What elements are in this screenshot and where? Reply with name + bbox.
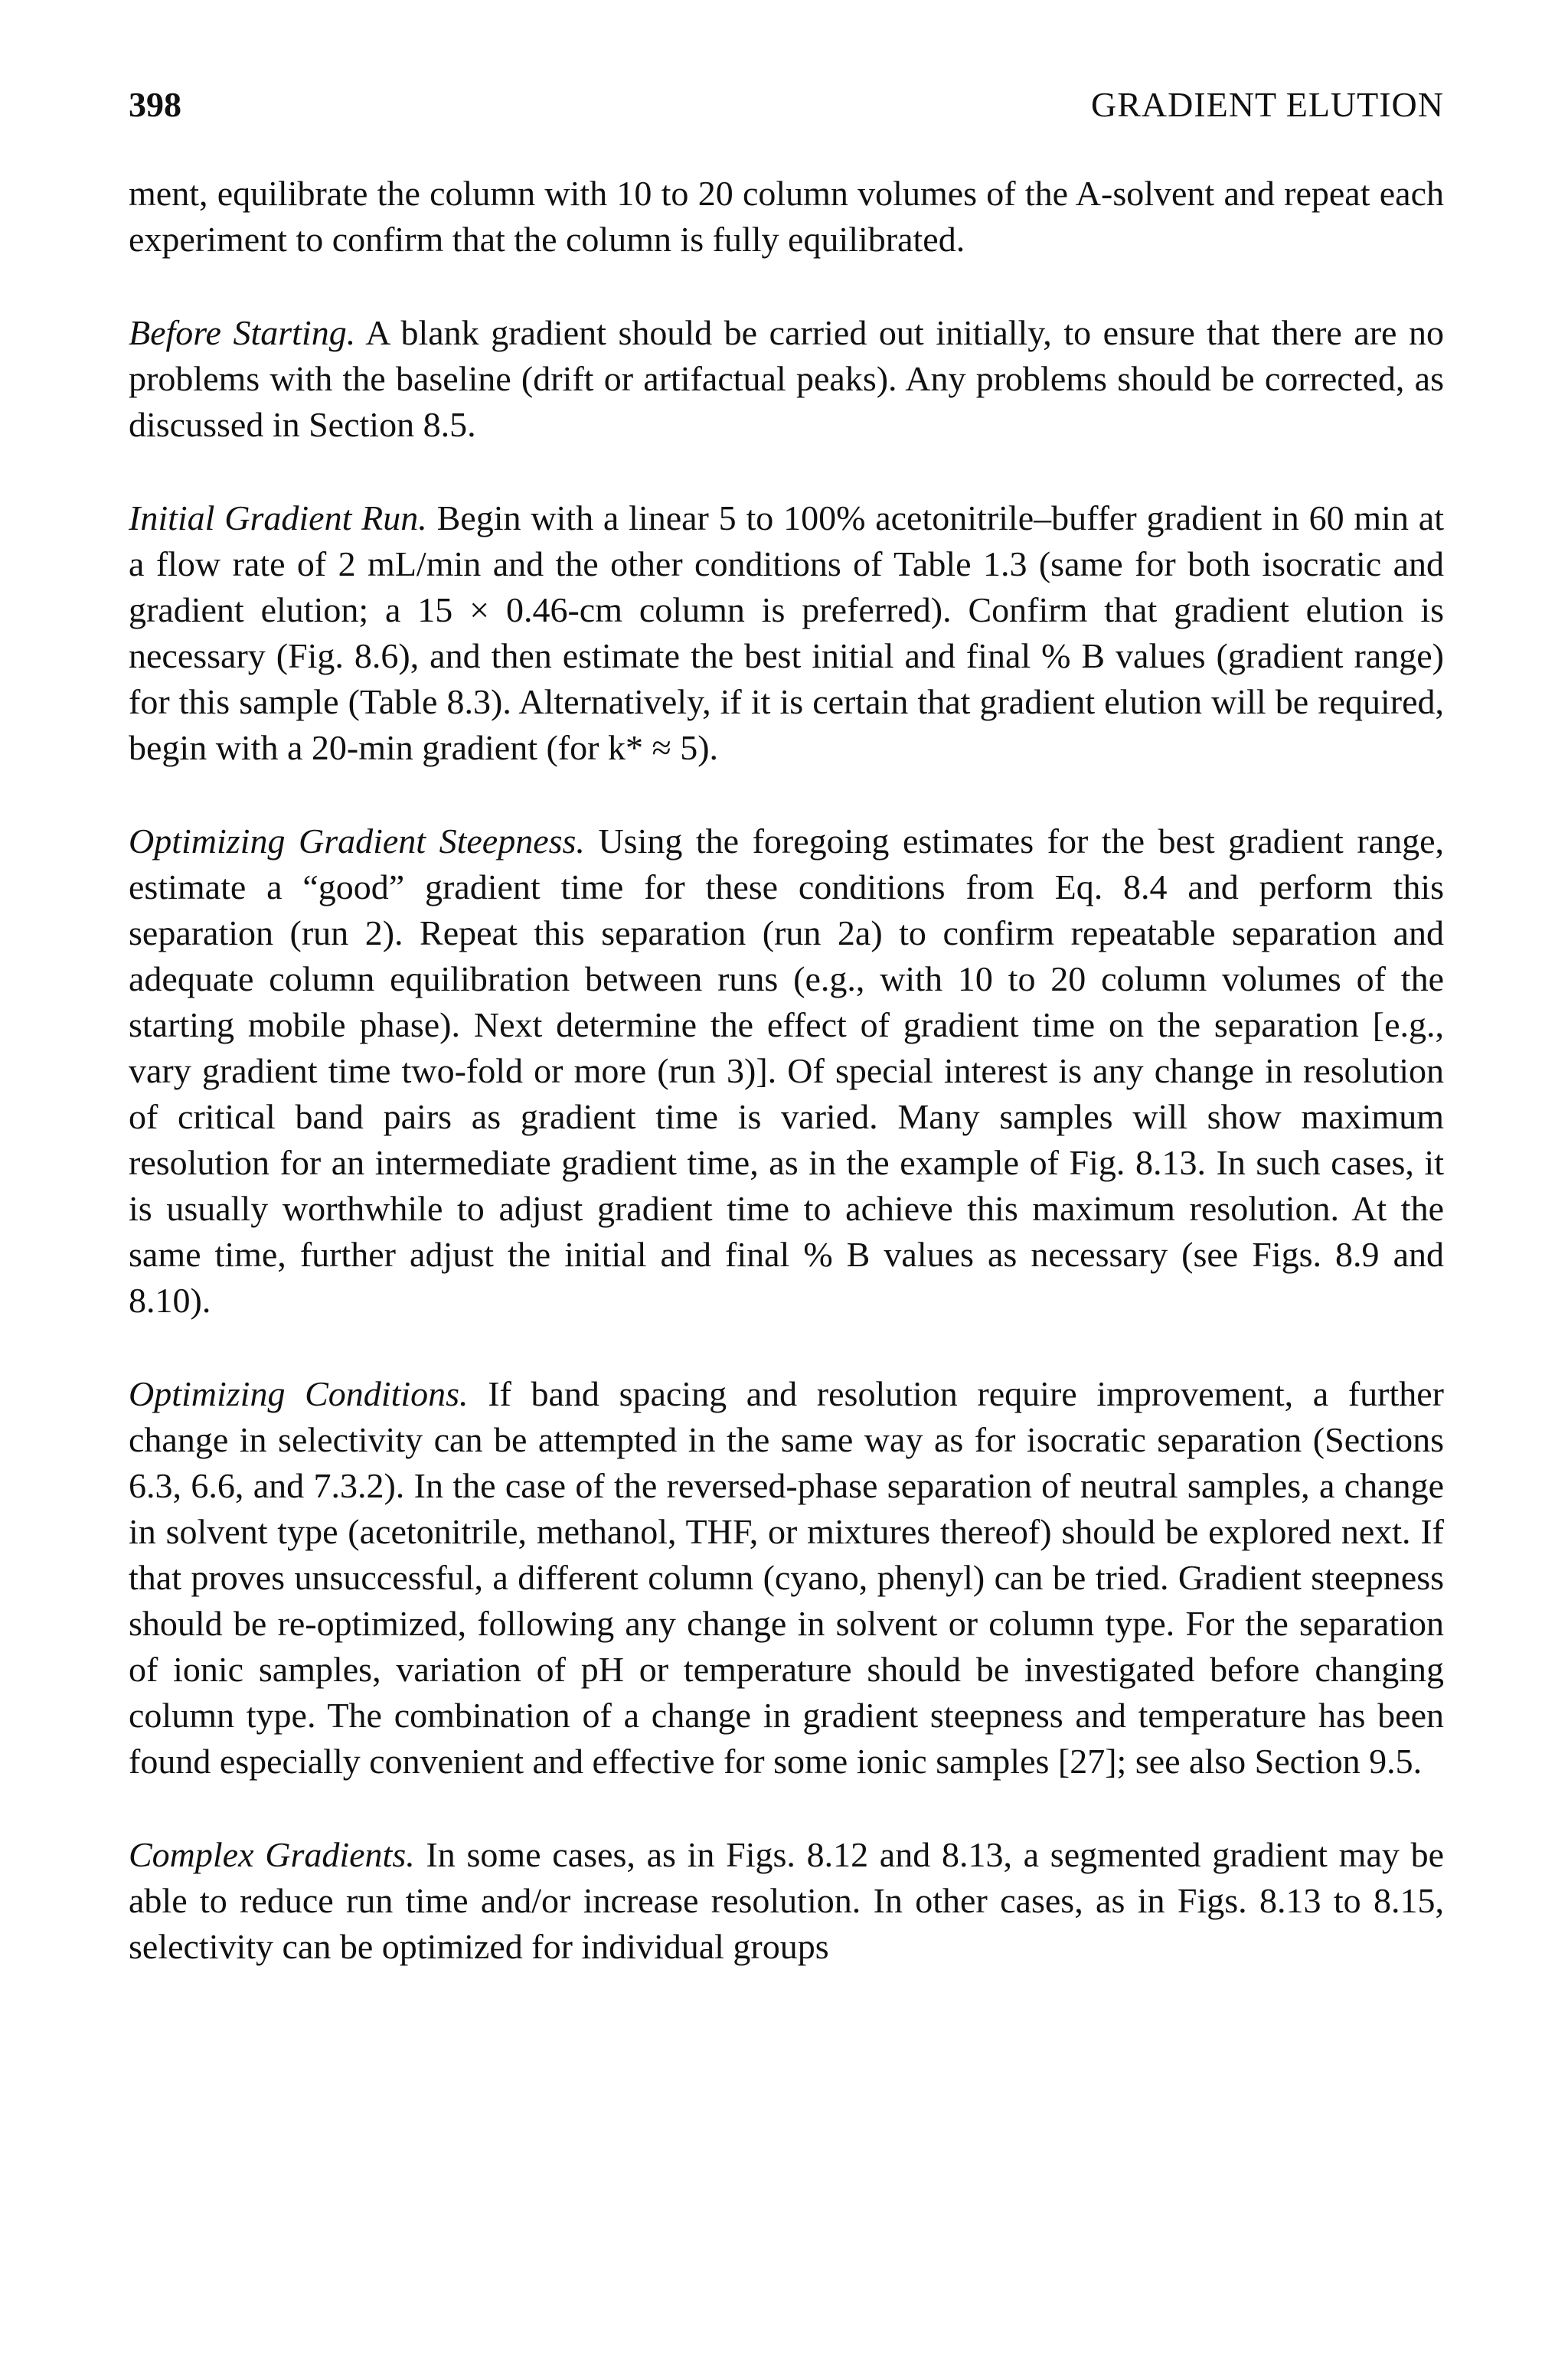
paragraph-heading: Before Starting. (129, 313, 356, 352)
paragraph-initial-gradient-run (129, 495, 1444, 771)
running-title: GRADIENT ELUTION (1090, 85, 1444, 124)
paragraph-optimizing-gradient-steepness (129, 818, 1444, 1324)
paragraph-optimizing-conditions (129, 1371, 1444, 1785)
paragraph-text: In some cases, as in Figs. 8.12 and 8.13, a segmented gradient may be able to reduce run time and/or increase resolution. In other cases, as in Figs. 8.13 to 8.15, selectivity can be optimized for individual groups (129, 1835, 1444, 1966)
paragraph-before-starting (129, 310, 1444, 448)
page-number: 398 (129, 85, 181, 124)
paragraph-continuation (129, 171, 1444, 263)
paragraph-heading: Optimizing Gradient Steepness. (129, 821, 585, 861)
paragraph-heading: Initial Gradient Run. (129, 498, 427, 537)
paragraph-text: If band spacing and resolution require improvement, a further change in selectivity can be attempted in the same way as for isocratic separation (Sections 6.3, 6.6, and 7.3.2). In the case of the reversed-phase separation of neutral samples, a change in solvent type (acetonitrile, methanol, THF, or mixtures thereof) should be explored next. If that proves unsuccessful, a different column (cyano, phenyl) can be tried. Gradient steepness should be re-optimized, following any change in solvent or column type. For the separation of ionic samples, variation of pH or temperature should be investigated before changing column type. The combination of a change in gradient steepness and temperature has been found especially convenient and effective for some ionic samples [27]; see also Section 9.5. (129, 1374, 1444, 1781)
paragraph-text: A blank gradient should be carried out initially, to ensure that there are no problems with the baseline (drift or artifactual peaks). Any problems should be corrected, as discussed in Section 8.5. (129, 313, 1444, 444)
paragraph-heading: Complex Gradients. (129, 1835, 415, 1874)
page-header (129, 84, 1444, 125)
paragraph-complex-gradients (129, 1832, 1444, 1970)
paragraph-text: Using the foregoing estimates for the best gradient range, estimate a “good” gradient time for these conditions from Eq. 8.4 and perform this separation (run 2). Repeat this separation (run 2a) to confirm repeatable separation and adequate column equilibration between runs (e.g., with 10 to 20 column volumes of the starting mobile phase). Next determine the effect of gradient time on the separation [e.g., vary gradient time two-fold or more (run 3)]. Of special interest is any change in resolution of critical band pairs as gradient time is varied. Many samples will show maximum resolution for an intermediate gradient time, as in the example of Fig. 8.13. In such cases, it is usually worthwhile to adjust gradient time to achieve this maximum resolution. At the same time, further adjust the initial and final % B values as necessary (see Figs. 8.9 and 8.10). (129, 821, 1444, 1320)
paragraph-text: Begin with a linear 5 to 100% acetonitrile–buffer gradient in 60 min at a flow rate of 2 mL/min and the other conditions of Table 1.3 (same for both isocratic and gradient elution; a 15 × 0.46-cm column is preferred). Confirm that gradient elution is necessary (Fig. 8.6), and then estimate the best initial and final % B values (gradient range) for this sample (Table 8.3). Alternatively, if it is certain that gradient elution will be required, begin with a 20-min gradient (for k* ≈ 5). (129, 498, 1444, 767)
paragraph-text: ment, equilibrate the column with 10 to 20 column volumes of the A-solvent and repeat each experiment to confirm that the column is fully equilibrated. (129, 174, 1444, 259)
book-page (129, 84, 1444, 1970)
paragraph-heading: Optimizing Conditions. (129, 1374, 469, 1413)
